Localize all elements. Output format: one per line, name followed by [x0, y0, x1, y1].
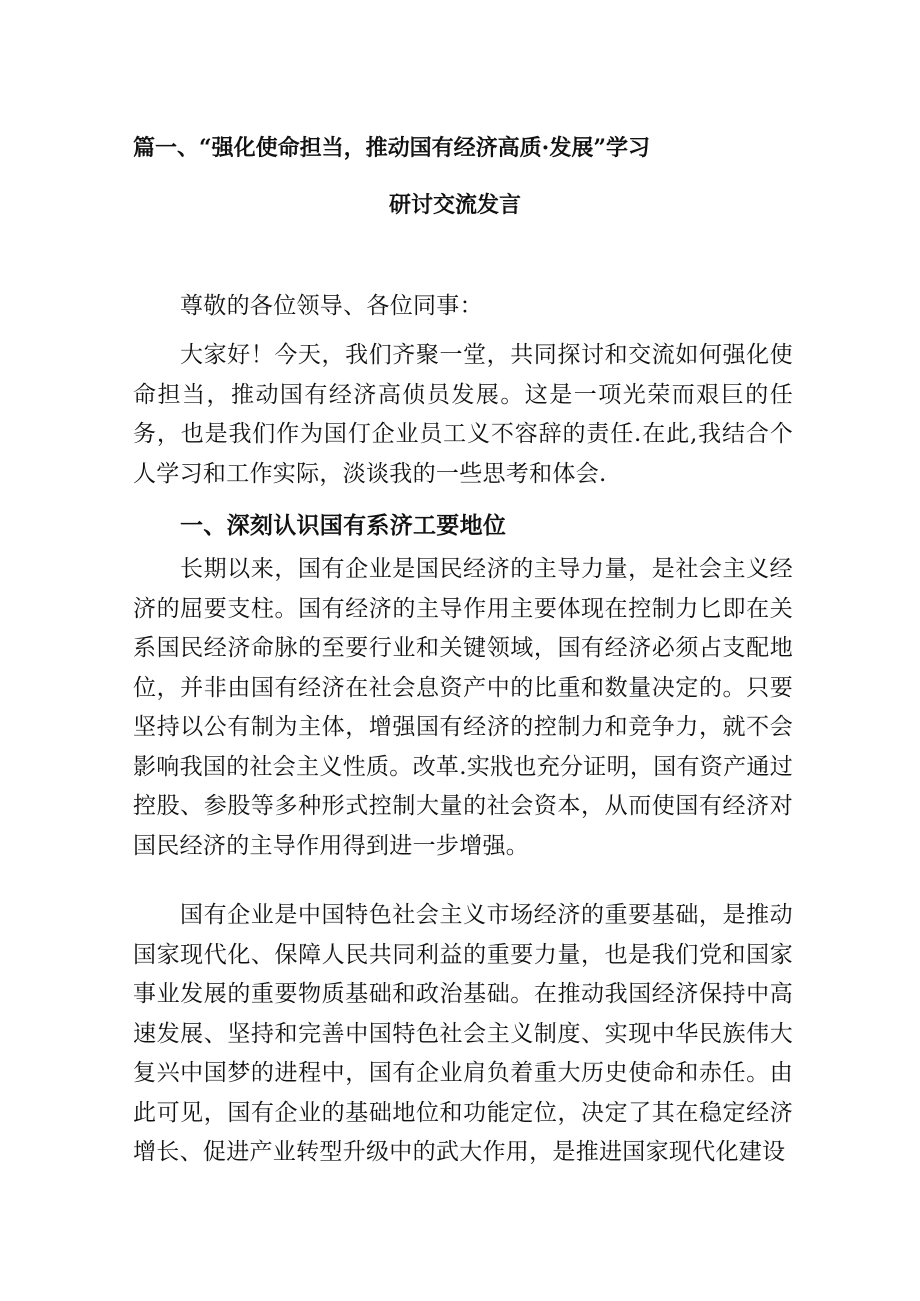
document-title-line2: 研讨交流发言 — [389, 192, 522, 218]
paragraph-opening: 大家好！今天，我们齐聚一堂，共同探讨和交流如何强化使命担当，推动国有经济高侦员发展。这是一项光荣而艰巨的任务，也是我们作为国仃企业员工义不容辞的责任.在此,我结合个人学习和工作实际，淡谈我的一些思考和体会. — [133, 342, 793, 487]
paragraph-section1-b: 国有企业是中国特色社会主义市场经济的重要基础，是推动国家现代化、保障人民共同利益的重要力量，也是我们党和国家事业发展的重要物质基础和政治基础。在推动我国经济保持中高速发展、坚持和完善中国特色社会主义制度、实现中华民族伟大复兴中国梦的进程中，国有企业肩负着重大历史使命和赤任。由此可见，国有企业的基础地位和功能定位，决定了其在稳定经济增长、促进产业转型升级中的武大作用，是推进国家现代化建设 — [133, 902, 793, 1165]
section-heading-1: 一、深刻认识国有系济工要地位 — [180, 512, 507, 539]
salutation: 尊敬的各位领导、各位同事： — [180, 293, 483, 319]
document-title-line1: 篇一、“强化使命担当，推动国有经济高质·发展”学习 — [133, 135, 650, 161]
paragraph-section1-a: 长期以来，国有企业是国民经济的主导力量，是社会主义经济的屈要支柱。国有经济的主导作用主要体现在控制力匕即在关系国民经济命脉的至要行业和关键领域，国有经济必须占支配地位，并非由国有经济在社会息资产中的比重和数量决定的。只要坚持以公有制为主体，增强国有经济的控制力和竞争力，就不会影响我国的社会主义性质。改革.实戕也充分证明，国有资产通过控股、参股等多种形式控制大量的社会资本，从而使国有经济对国民经济的主导作用得到进一步增强。 — [133, 556, 794, 859]
